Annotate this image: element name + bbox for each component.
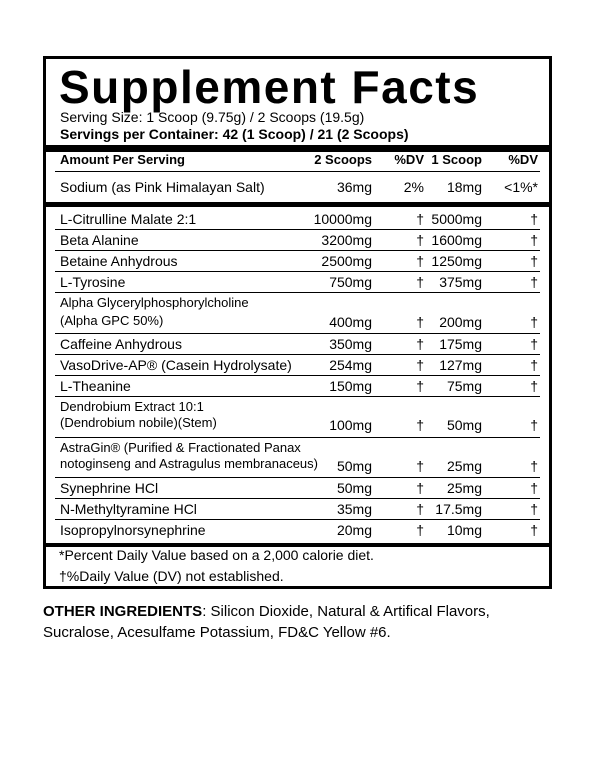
dv-2-scoops: † [416, 253, 424, 269]
dv-1-scoop: † [530, 501, 538, 517]
serving-size: Serving Size: 1 Scoop (9.75g) / 2 Scoops (19.5g) [60, 109, 365, 125]
dv-1-scoop: † [530, 274, 538, 290]
ingredient-name-line2: (Alpha GPC 50%) [60, 313, 164, 328]
divider [55, 171, 540, 172]
dv-1-scoop: † [530, 378, 538, 394]
ingredient-name: Isopropylnorsynephrine [60, 522, 206, 538]
dv-2-scoops: † [416, 480, 424, 496]
footnote-percent-dv: *Percent Daily Value based on a 2,000 calorie diet. [59, 547, 374, 563]
amount-2-scoops: 254mg [329, 357, 372, 373]
dv-1-scoop: † [530, 314, 538, 330]
amount-2-scoops: 400mg [329, 314, 372, 330]
amount-1-scoop: 17.5mg [435, 501, 482, 517]
ingredient-name: Caffeine Anhydrous [60, 336, 182, 352]
footnote-dv-not-established: †%Daily Value (DV) not established. [59, 568, 284, 584]
other-ingredients [43, 601, 558, 643]
dv-2-scoops: † [416, 274, 424, 290]
dv-2-scoops: † [416, 417, 424, 433]
amount-2-scoops: 2500mg [321, 253, 372, 269]
amount-1-scoop: 10mg [446, 522, 482, 538]
divider [55, 498, 540, 499]
dv-2-scoops: † [416, 357, 424, 373]
amount-2-scoops: 20mg [336, 522, 372, 538]
amount-1-scoop: 75mg [446, 378, 482, 394]
ingredient-name-line2: notoginseng and Astragulus membranaceus) [60, 456, 318, 471]
other-ingredients-list: : Silicon Dioxide, Natural & Artifical Flavors, Sucralose, Acesulfame Potassium, FD&C Yellow #6. [43, 603, 490, 641]
divider [55, 229, 540, 230]
table-row [60, 295, 540, 331]
dv-header-2: %DV [508, 152, 538, 167]
amount-2-scoops: 50mg [336, 480, 372, 496]
amount-1-scoop: 127mg [439, 357, 482, 373]
two-scoops-header: 2 Scoops [314, 152, 372, 167]
thick-divider-mid [46, 202, 549, 207]
amount-1-scoop: 25mg [446, 480, 482, 496]
amount-1-scoop: 18mg [446, 179, 482, 195]
amount-2-scoops: 750mg [329, 274, 372, 290]
amount-2-scoops: 3200mg [321, 232, 372, 248]
panel-title: Supplement Facts [59, 61, 480, 113]
dv-2-scoops: 2% [403, 179, 424, 195]
amount-2-scoops: 150mg [329, 378, 372, 394]
dv-1-scoop: † [530, 253, 538, 269]
divider [55, 375, 540, 376]
amount-1-scoop: 1250mg [431, 253, 482, 269]
divider [55, 292, 540, 293]
column-header-row [60, 152, 540, 170]
divider [55, 477, 540, 478]
dv-2-scoops: † [416, 336, 424, 352]
amount-1-scoop: 200mg [439, 314, 482, 330]
dv-2-scoops: † [416, 211, 424, 227]
amount-1-scoop: 25mg [446, 458, 482, 474]
divider [55, 250, 540, 251]
ingredient-name: N-Methyltyramine HCl [60, 501, 197, 517]
ingredient-name: L-Theanine [60, 378, 131, 394]
dv-2-scoops: † [416, 232, 424, 248]
divider [55, 271, 540, 272]
amount-2-scoops: 35mg [336, 501, 372, 517]
supplement-facts-panel [43, 56, 552, 589]
dv-2-scoops: † [416, 501, 424, 517]
thick-divider-top [46, 145, 549, 152]
divider [55, 519, 540, 520]
dv-header-1: %DV [394, 152, 424, 167]
dv-1-scoop: † [530, 480, 538, 496]
dv-2-scoops: † [416, 314, 424, 330]
dv-1-scoop: † [530, 211, 538, 227]
amount-1-scoop: 175mg [439, 336, 482, 352]
ingredient-name-line2: (Dendrobium nobile)(Stem) [60, 415, 217, 430]
ingredient-name: Betaine Anhydrous [60, 253, 178, 269]
divider [55, 354, 540, 355]
one-scoop-header: 1 Scoop [431, 152, 482, 167]
dv-1-scoop: † [530, 417, 538, 433]
ingredient-name: Synephrine HCl [60, 480, 159, 496]
amount-per-serving-header: Amount Per Serving [60, 152, 185, 167]
other-ingredients-label: OTHER INGREDIENTS [43, 603, 203, 620]
amount-2-scoops: 36mg [336, 179, 372, 195]
dv-1-scoop: † [530, 522, 538, 538]
amount-1-scoop: 375mg [439, 274, 482, 290]
dv-1-scoop: † [530, 357, 538, 373]
table-row [60, 399, 540, 435]
dv-2-scoops: † [416, 458, 424, 474]
divider [55, 437, 540, 438]
dv-1-scoop: <1%* [504, 179, 538, 195]
amount-1-scoop: 1600mg [431, 232, 482, 248]
ingredient-name: Sodium (as Pink Himalayan Salt) [60, 179, 265, 195]
dv-2-scoops: † [416, 522, 424, 538]
ingredient-name: Beta Alanine [60, 232, 139, 248]
ingredient-name: L-Citrulline Malate 2:1 [60, 211, 197, 227]
dv-1-scoop: † [530, 232, 538, 248]
amount-2-scoops: 100mg [329, 417, 372, 433]
table-row [60, 440, 540, 476]
amount-2-scoops: 10000mg [313, 211, 372, 227]
ingredient-name-line1: Alpha Glycerylphosphorylcholine [60, 295, 249, 310]
ingredient-name-line1: AstraGin® (Purified & Fractionated Panax [60, 440, 301, 455]
divider [55, 333, 540, 334]
servings-per-container: Servings per Container: 42 (1 Scoop) / 21 (2 Scoops) [60, 126, 409, 142]
amount-1-scoop: 50mg [446, 417, 482, 433]
amount-2-scoops: 350mg [329, 336, 372, 352]
ingredient-name-line1: Dendrobium Extract 10:1 [60, 399, 204, 414]
ingredient-name: VasoDrive-AP® (Casein Hydrolysate) [60, 357, 292, 373]
amount-1-scoop: 5000mg [431, 211, 482, 227]
dv-2-scoops: † [416, 378, 424, 394]
ingredient-name: L-Tyrosine [60, 274, 126, 290]
dv-1-scoop: † [530, 336, 538, 352]
amount-2-scoops: 50mg [336, 458, 372, 474]
dv-1-scoop: † [530, 458, 538, 474]
divider [55, 396, 540, 397]
